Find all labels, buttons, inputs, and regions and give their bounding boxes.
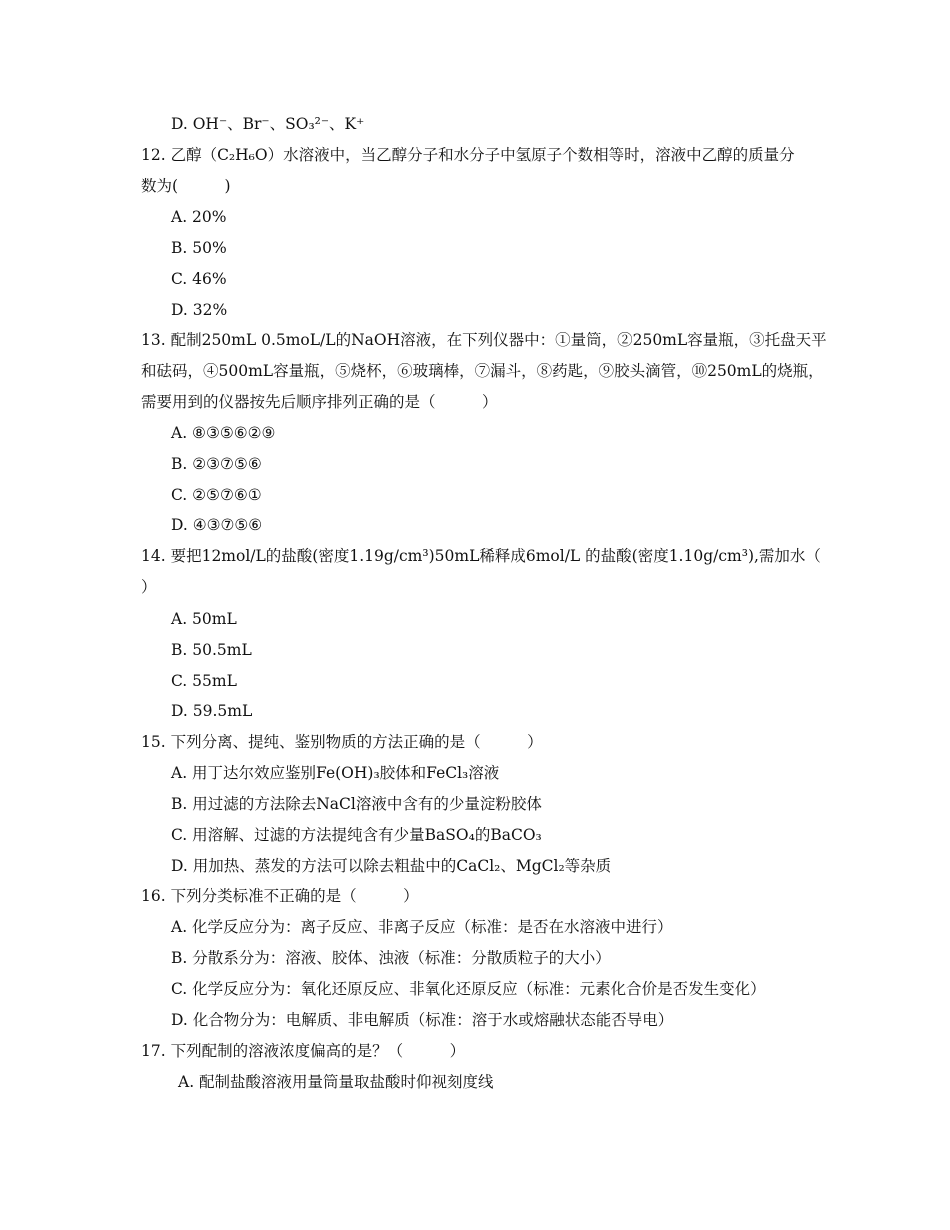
q14-option-d: D. 59.5mL	[171, 702, 253, 720]
q14-option-b: B. 50.5mL	[171, 641, 252, 659]
q17-stem-line1: 17. 下列配制的溶液浓度偏高的是？（ ）	[141, 1042, 466, 1060]
q12-stem-line2: 数为( )	[141, 177, 231, 195]
q13-option-b: B. ②③⑦⑤⑥	[171, 455, 262, 473]
q14-option-c: C. 55mL	[171, 672, 237, 690]
q12-option-d: D. 32%	[171, 301, 228, 319]
q15-option-d: D. 用加热、蒸发的方法可以除去粗盐中的CaCl₂、MgCl₂等杂质	[171, 857, 612, 875]
q13-option-a: A. ⑧③⑤⑥②⑨	[171, 424, 276, 442]
q12-option-a: A. 20%	[171, 208, 227, 226]
q16-stem-line1: 16. 下列分类标准不正确的是（ ）	[141, 887, 419, 905]
q17-option-a: A. 配制盐酸溶液用量筒量取盐酸时仰视刻度线	[178, 1073, 494, 1091]
q16-option-b: B. 分散系分为：溶液、胶体、浊液（标准：分散质粒子的大小）	[171, 949, 611, 967]
q12-option-b: B. 50%	[171, 239, 227, 257]
q12-option-c: C. 46%	[171, 270, 227, 288]
q12-stem-line1: 12. 乙醇（C₂H₆O）水溶液中，当乙醇分子和水分子中氢原子个数相等时，溶液中乙醇的质量分	[141, 146, 795, 164]
q15-stem-line1: 15. 下列分离、提纯、鉴别物质的方法正确的是（ ）	[141, 733, 543, 751]
q15-option-b: B. 用过滤的方法除去NaCl溶液中含有的少量淀粉胶体	[171, 795, 542, 813]
q13-stem-line2: 和砝码，④500mL容量瓶，⑤烧杯，⑥玻璃棒，⑦漏斗，⑧药匙，⑨胶头滴管，⑩250mL的烧瓶，	[141, 362, 824, 380]
q13-stem-line1: 13. 配制250mL 0.5moL/L的NaOH溶液，在下列仪器中：①量筒，②250mL容量瓶，③托盘天平	[141, 331, 827, 349]
q14-stem-line2: ）	[141, 578, 157, 596]
q16-option-d: D. 化合物分为：电解质、非电解质（标准：溶于水或熔融状态能否导电）	[171, 1011, 674, 1029]
q14-option-a: A. 50mL	[171, 610, 237, 628]
q13-option-d: D. ④③⑦⑤⑥	[171, 516, 263, 534]
q13-stem-line3: 需要用到的仪器按先后顺序排列正确的是（ ）	[141, 393, 498, 411]
q16-option-a: A. 化学反应分为：离子反应、非离子反应（标准：是否在水溶液中进行）	[171, 918, 673, 936]
q16-option-c: C. 化学反应分为：氧化还原反应、非氧化还原反应（标准：元素化合价是否发生变化）	[171, 980, 766, 998]
q11-option-d: D. OH⁻、Br⁻、SO₃²⁻、K⁺	[171, 115, 365, 133]
q14-stem-line1: 14. 要把12mol/L的盐酸(密度1.19g/cm³)50mL稀释成6mol/L 的盐酸(密度1.10g/cm³),需加水（	[141, 547, 821, 565]
q15-option-a: A. 用丁达尔效应鉴别Fe(OH)₃胶体和FeCl₃溶液	[171, 764, 500, 782]
q15-option-c: C. 用溶解、过滤的方法提纯含有少量BaSO₄的BaCO₃	[171, 826, 542, 844]
q13-option-c: C. ②⑤⑦⑥①	[171, 486, 262, 504]
